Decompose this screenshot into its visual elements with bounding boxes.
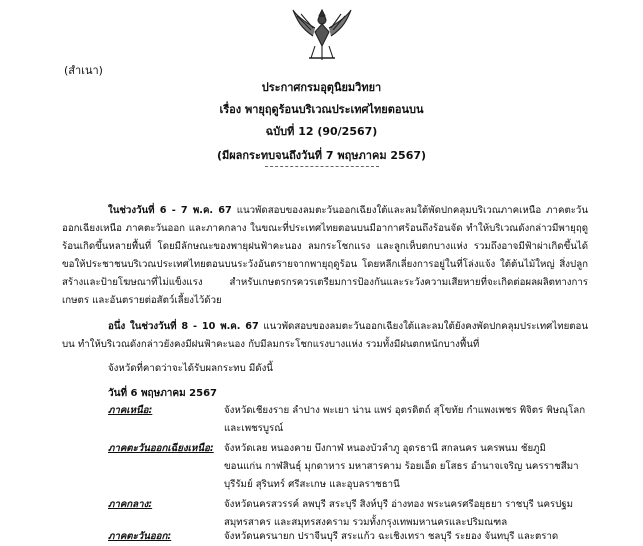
paragraph-forecast-lead: ในช่วงวันที่ 6 - 7 พ.ค. 67 [108,205,232,216]
paragraph-forecast-body: แนวพัดสอบของลมตะวันออกเฉียงใต้และลมใต้พัดปกคลุมบริเวณภาคเหนือ ภาคตะวันออกเฉียงเหนือ ภาคตะวันออก และภาคกลาง ในขณะที่ประเทศไทยตอนบนมีอากาศร้อนถึงร้อนจัด ทำให้บริเวณดังกล่าวมีพายุฤดูร้อนเกิดขึ้นหลายพื้นที่ โดยมีลักษณะของพายุฝนฟ้าคะนอง ลมกระโชกแรง และลูกเห็บตกบางแห่ง รวมถึงอาจมีฟ้าผ่าเกิดขึ้นได้ ขอให้ประชาชนบริเวณประเทศไทยตอนบนระวังอันตรายจากพายุฤดูร้อน โดยหลีกเลี่ยงการอยู่ในที่โล่งแจ้ง ใต้ต้นไม้ใหญ่ สิ่งปลูกสร้างและป้ายโฆษณาที่ไม่แข็งแรง สำหรับเกษตรกรควรเตรียมการป้องกันและระวังความเสียหายที่จะเกิดต่อผลผลิตทางการเกษตร และอันตรายต่อสัตว์เลี้ยงไว้ด้วย [62,205,588,306]
affected-intro: จังหวัดที่คาดว่าจะได้รับผลกระทบ มีดังนี้ [108,363,273,374]
paragraph-outlook-lead: อนึ่ง ในช่วงวันที่ 8 - 10 พ.ค. 67 [108,321,259,332]
region-label: ภาคกลาง: [108,499,153,510]
region-label: ภาคตะวันออก: [108,531,172,542]
garuda-emblem-icon [291,6,353,62]
paragraph-outlook [62,318,588,354]
region-provinces: จังหวัดเลย หนองคาย บึงกาฬ หนองบัวลำภู อุดรธานี สกลนคร นครพนม ชัยภูมิ ขอนแก่น กาฬสินธุ์ มุกดาหาร มหาสารคาม ร้อยเอ็ด ยโสธร อำนาจเจริญ นครราชสีมา บุรีรัมย์ สุรินทร์ ศรีสะเกษ และอุบลราชธานี [224,443,579,490]
region-provinces: จังหวัดเชียงราย ลำปาง พะเยา น่าน แพร่ อุตรดิตถ์ สุโขทัย กำแพงเพชร พิจิตร พิษณุโลก และเพชรบูรณ์ [224,405,586,434]
region-label: ภาคตะวันออกเฉียงเหนือ: [108,443,214,454]
announcement-title: ประกาศกรมอุตุนิยมวิทยา [261,81,382,94]
region-label: ภาคเหนือ: [108,405,153,416]
effective-date: (มีผลกระทบจนถึงวันที่ 7 พฤษภาคม 2567) [216,149,427,162]
date-heading: วันที่ 6 พฤษภาคม 2567 [108,388,218,399]
paragraph-forecast [62,202,588,310]
copy-mark: (สำเนา) [64,64,103,77]
separator-line [265,166,379,167]
announcement-subject: เรื่อง พายุฤดูร้อนบริเวณประเทศไทยตอนบน [219,103,424,116]
paragraph-outlook-body: แนวพัดสอบของลมตะวันออกเฉียงใต้และลมใต้ยังคงพัดปกคลุมประเทศไทยตอนบน ทำให้บริเวณดังกล่าวยังคงมีฝนฟ้าคะนอง กับมีลมกระโชกแรงบางแห่ง รวมทั้งมีฝนตกหนักบางพื้นที่ [62,321,588,350]
region-provinces: จังหวัดนครนายก ปราจีนบุรี สระแก้ว ฉะเชิงเทรา ชลบุรี ระยอง จันทบุรี และตราด [224,531,559,542]
issue-number: ฉบับที่ 12 (90/2567) [265,125,378,138]
region-provinces: จังหวัดนครสวรรค์ ลพบุรี สระบุรี สิงห์บุรี อ่างทอง พระนครศรีอยุธยา ราชบุรี นครปฐม สมุทรสาคร และสมุทรสงคราม รวมทั้งกรุงเทพมหานครและปริมณฑล [224,499,574,528]
